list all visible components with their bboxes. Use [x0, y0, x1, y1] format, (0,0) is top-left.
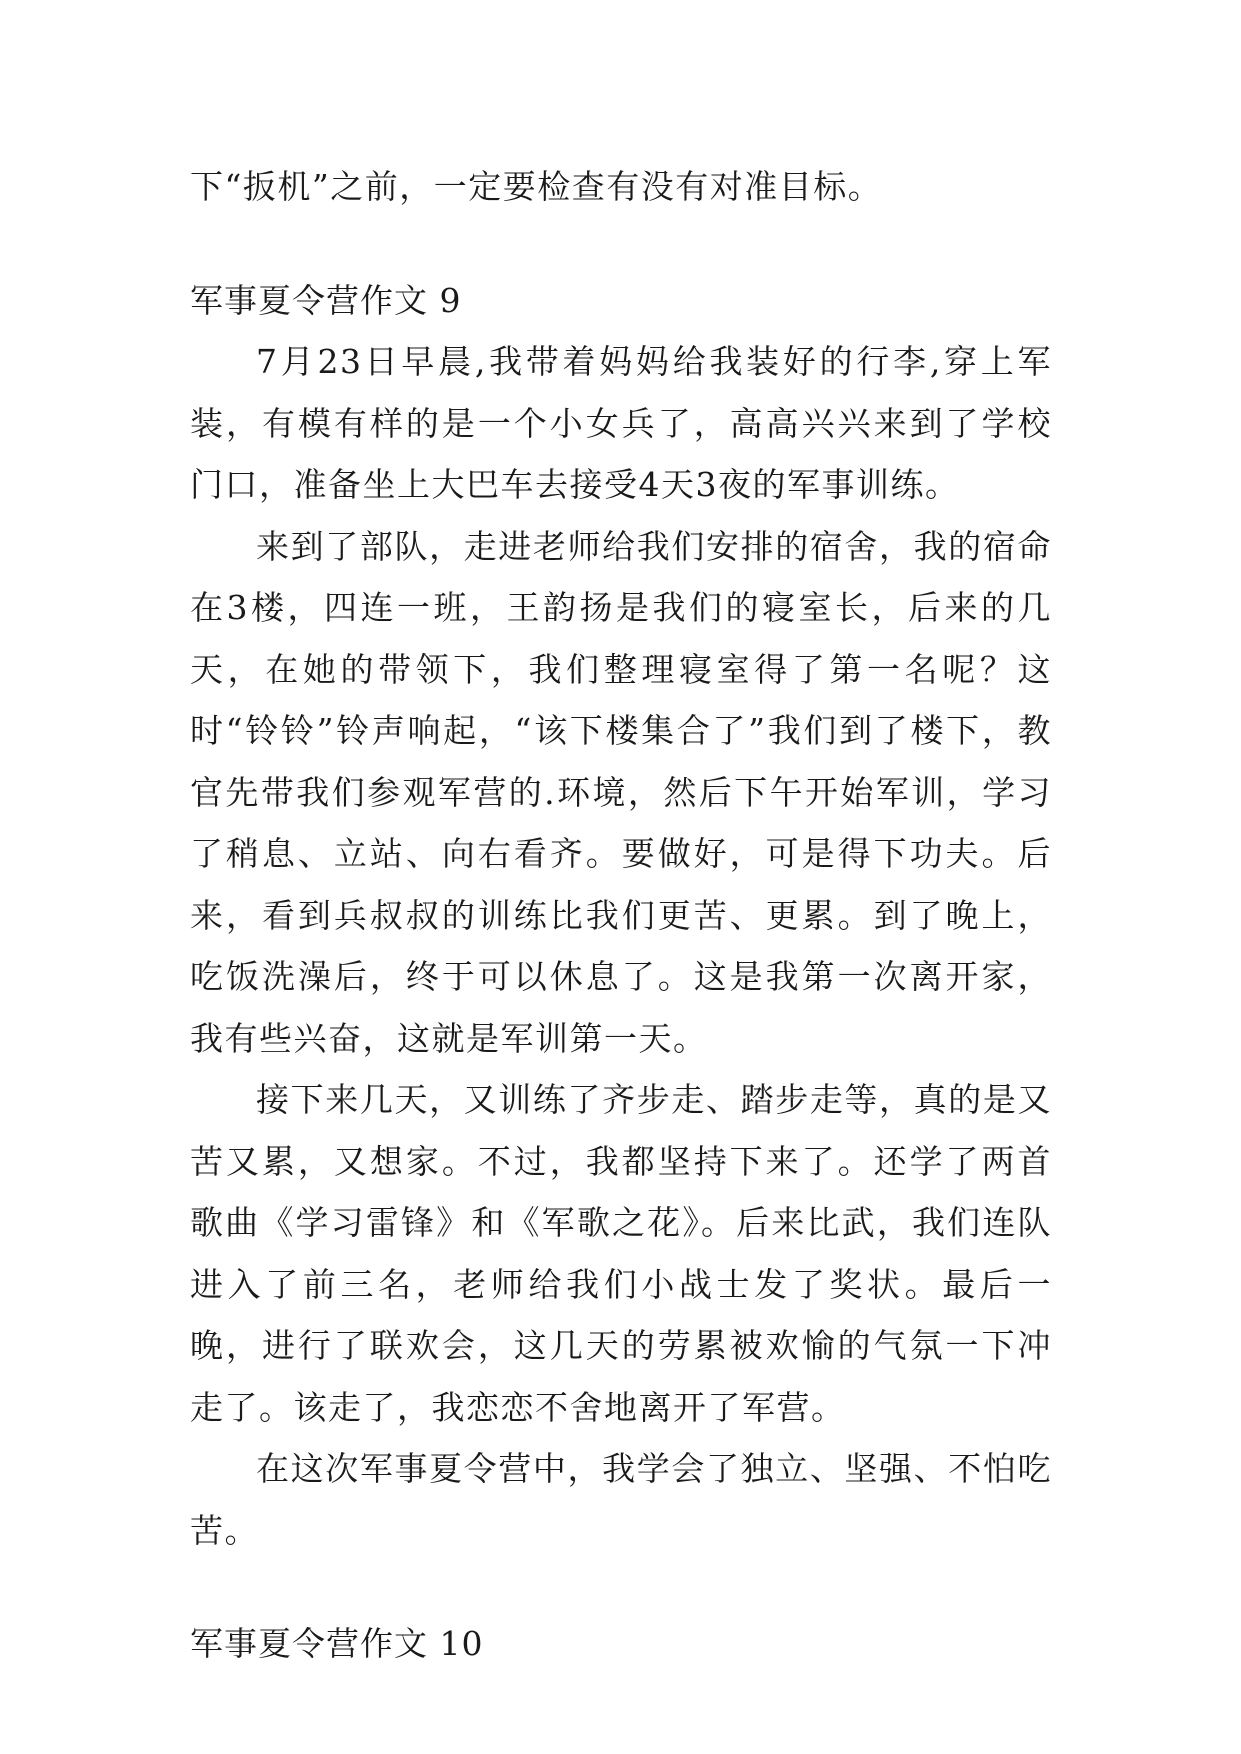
section-heading-9: 军事夏令营作文 9	[190, 280, 462, 320]
paragraph: 接下来几天，又训练了齐步走、踏步走等，真的是又苦又累，又想家。不过，我都坚持下来了。还学了两首歌曲《学习雷锋》和《军歌之花》。后来比武，我们连队进入了前三名，老师给我们小战士发了奖状。最后一晚，进行了联欢会，这几天的劳累被欢愉的气氛一下冲走了。该走了，我恋恋不舍地离开了军营。	[190, 1080, 1052, 1427]
section-heading-10: 军事夏令营作文 10	[190, 1624, 484, 1663]
document-page	[190, 156, 1052, 1675]
continuation-line: 下“扳机”之前，一定要检查有没有对准目标。	[190, 167, 883, 206]
paragraph: 在这次军事夏令营中，我学会了独立、坚强、不怕吃苦。	[190, 1449, 1052, 1550]
paragraph: 7月23日早晨,我带着妈妈给我装好的行李,穿上军装，有模有样的是一个小女兵了，高高兴兴来到了学校门口，准备坐上大巴车去接受4天3夜的军事训练。	[190, 342, 1052, 504]
paragraph: 来到了部队，走进老师给我们安排的宿舍，我的宿命在3楼，四连一班，王韵扬是我们的寝室长，后来的几天，在她的带领下，我们整理寝室得了第一名呢？这时“铃铃”铃声响起，“该下楼集合了”我们到了楼下，教官先带我们参观军营的.环境，然后下午开始军训，学习了稍息、立站、向右看齐。要做好，可是得下功夫。后来，看到兵叔叔的训练比我们更苦、更累。到了晚上，吃饭洗澡后，终于可以休息了。这是我第一次离开家，我有些兴奋，这就是军训第一天。	[190, 526, 1052, 1058]
